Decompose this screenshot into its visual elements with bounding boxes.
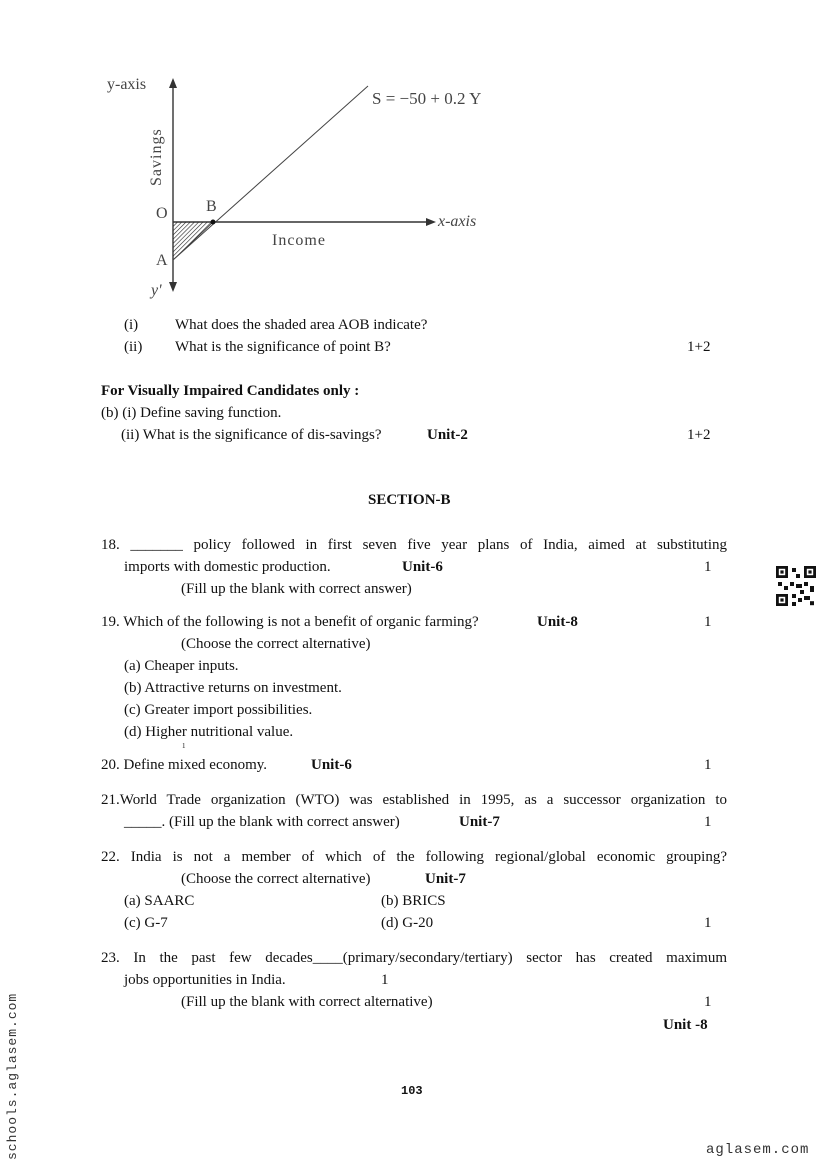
q22-option-d: (d) G-20 [381,915,434,931]
qr-code [776,566,816,606]
q18-instruction: (Fill up the blank with correct answer) [181,581,412,597]
q22-instruction: (Choose the correct alternative) [181,871,371,887]
income-label: Income [272,232,326,249]
q21-line-2: _____. (Fill up the blank with correct answer) [124,814,400,830]
q23-line-2: jobs opportunities in India. [124,972,286,988]
side-watermark: schools.aglasem.com [5,992,20,1160]
q22-unit: Unit-7 [425,871,466,887]
q18-unit: Unit-6 [402,559,443,575]
vi-line-1: (b) (i) Define saving function. [101,405,282,421]
savings-label: Savings [148,128,165,186]
q19-text: 19. Which of the following is not a benefit of organic farming? [101,614,479,630]
vi-line-2: (ii) What is the significance of dis-savings? [121,427,382,443]
page-number: 103 [401,1084,423,1098]
origin-label: O [156,205,168,222]
q22-option-c: (c) G-7 [124,915,168,931]
q19-unit: Unit-8 [537,614,578,630]
x-axis-label: x-axis [438,213,477,230]
y-axis-label: y-axis [107,76,147,93]
q21-unit: Unit-7 [459,814,500,830]
q22-marks: 1 [704,915,712,931]
q18-line-1: 18. _______ policy followed in first seven five year plans of India, aimed at substituting [101,537,727,553]
footer-site: aglasem.com [706,1142,810,1158]
q22-line-1: 22. India is not a member of which of the following regional/global economic grouping? [101,849,727,865]
point-b-marker [211,220,216,225]
y-prime-label: y' [151,282,162,299]
vi-marks: 1+2 [687,427,711,443]
q23-unit: Unit -8 [663,1017,708,1033]
q19-option-d: (d) Higher nutritional value. [124,724,294,740]
q18-marks: 1 [704,559,712,575]
saving-function-line [173,86,368,260]
q23-marks: 1 [704,994,712,1010]
q19-marks: 1 [704,614,712,630]
q22-option-b: (b) BRICS [381,893,446,909]
stray-mark: 1 [182,742,186,750]
q22-option-a: (a) SAARC [124,893,195,909]
q19-option-a: (a) Cheaper inputs. [124,658,239,674]
q17-sub-i-number: (i) [124,317,139,333]
q23-inline-mark: 1 [381,972,389,988]
q17-marks: 1+2 [687,339,711,355]
saving-equation: S = −50 + 0.2 Y [372,89,482,108]
y-axis-arrow-up [169,78,177,88]
section-title: SECTION-B [368,492,451,508]
vi-unit: Unit-2 [427,427,468,443]
q17-sub-ii-text: What is the significance of point B? [175,339,391,355]
x-axis-arrow [426,218,436,226]
q23-line-1: 23. In the past few decades____(primary/secondary/tertiary) sector has created maximum [101,950,727,966]
q23-instruction: (Fill up the blank with correct alternative) [181,994,433,1010]
q19-instruction: (Choose the correct alternative) [181,636,371,652]
q19-option-c: (c) Greater import possibilities. [124,702,313,718]
q17-sub-ii-number: (ii) [124,339,143,355]
q21-marks: 1 [704,814,712,830]
point-b-label: B [206,198,217,215]
q20-text: 20. Define mixed economy. [101,757,268,773]
q19-option-b: (b) Attractive returns on investment. [124,680,342,696]
q20-unit: Unit-6 [311,757,352,773]
q21-line-1: 21.World Trade organization (WTO) was established in 1995, as a successor organization to [101,792,727,808]
q18-line-2: imports with domestic production. [124,559,331,575]
y-axis-arrow-down [169,282,177,292]
q17-sub-i-text: What does the shaded area AOB indicate? [175,317,428,333]
point-a-label: A [156,252,168,269]
vi-heading: For Visually Impaired Candidates only : [101,383,360,399]
q20-marks: 1 [704,757,712,773]
